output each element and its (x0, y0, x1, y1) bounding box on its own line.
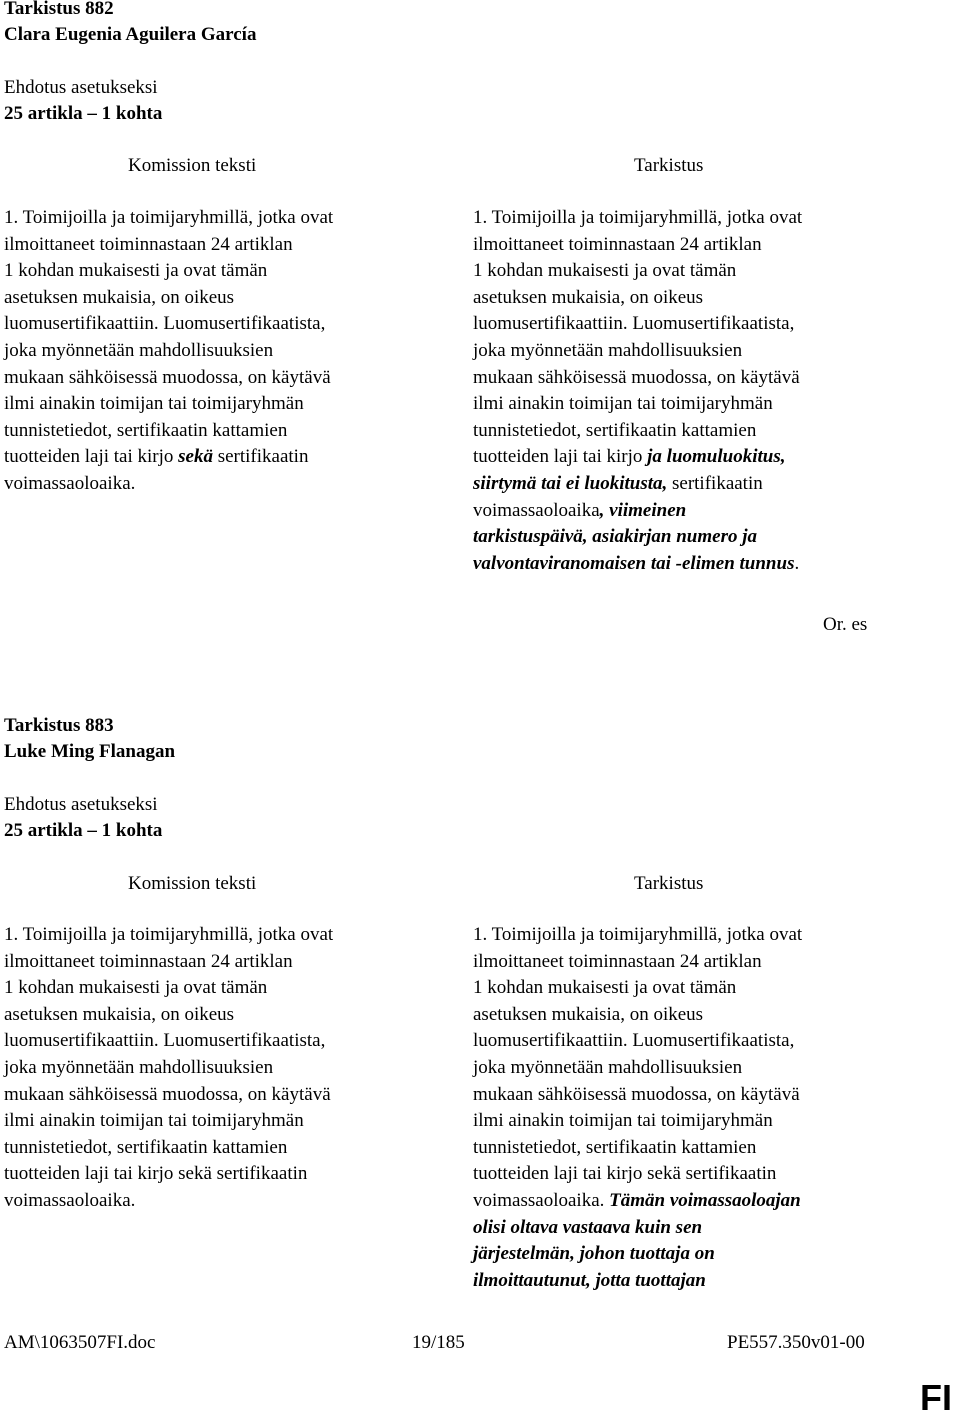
text-segment: 1. Toimijoilla ja toimijaryhmillä, jotka ovat ilmoittaneet toiminnastaan 24 artiklan 1 kohdan mukaisesti ja ovat tämän asetuksen mukaisia, on oikeus luomusertifikaattiin. Luomusertifikaatista, joka myönnetään mahdollisuuksien mukaan sähköisessä muodossa, on käytävä ilmi ainakin toimijan tai toimijaryhmän tunnistetiedot, sertifikaatin kattamien tuotteiden laji tai kirjo sekä sertifikaatin voimassaoloaika. (473, 924, 803, 1211)
text-segment: 1. Toimijoilla ja toimijaryhmillä, jotka ovat ilmoittaneet toiminnastaan 24 artiklan 1 kohdan mukaisesti ja ovat tämän asetuksen mukaisia, on oikeus luomusertifikaattiin. Luomusertifikaatista, joka myönnetään mahdollisuuksien mukaan sähköisessä muodossa, on käytävä ilmi ainakin toimijan tai toimijaryhmän tunnistetiedot, sertifikaatin kattamien tuotteiden laji tai kirjo sekä sertifikaatin voimassaoloaika. (4, 924, 334, 1211)
amendment-text (473, 922, 893, 1294)
footer-pe-ref: PE557.350v01-00 (727, 1332, 865, 1353)
amendment-number: Tarkistus 883 (4, 715, 114, 736)
original-language: Or. es (823, 614, 868, 635)
text-segment: sertifikaatin voimassaoloaika. (4, 446, 309, 494)
article-ref: 25 artikla – 1 kohta (4, 820, 163, 841)
amendment-author: Luke Ming Flanagan (4, 741, 176, 762)
text-emphasis: Tämän voimassaoloajan olisi oltava vastaava kuin sen järjestelmän, johon tuottaja on ilmoittautunut, jotta tuottajan (473, 1189, 801, 1291)
article-ref: 25 artikla – 1 kohta (4, 103, 163, 124)
text-segment: 1. Toimijoilla ja toimijaryhmillä, jotka ovat ilmoittaneet toiminnastaan 24 artiklan 1 kohdan mukaisesti ja ovat tämän asetuksen mukaisia, on oikeus luomusertifikaattiin. Luomusertifikaatista, joka myönnetään mahdollisuuksien mukaan sähköisessä muodossa, on käytävä ilmi ainakin toimijan tai toimijaryhmän tunnistetiedot, sertifikaatin kattamien tuotteiden laji tai kirjo (473, 207, 803, 468)
column-header-commission: Komission teksti (128, 873, 257, 894)
column-header-amendment: Tarkistus (634, 155, 704, 176)
column-header-commission: Komission teksti (128, 155, 257, 176)
proposal-title: Ehdotus asetukseksi (4, 794, 158, 815)
text-emphasis: , viimeinen tarkistuspäivä, asiakirjan numero ja valvontaviranomaisen tai -elimen tunnus (473, 499, 795, 574)
amendment-number: Tarkistus 882 (4, 0, 114, 19)
footer-doc-ref: AM\1063507FI.doc (4, 1332, 156, 1353)
commission-text (4, 205, 424, 498)
amendment-883-header (4, 713, 175, 765)
amendment-882-header (4, 0, 256, 48)
proposal-title: Ehdotus asetukseksi (4, 77, 158, 98)
text-emphasis: sekä (178, 446, 213, 468)
amendment-883-subject (4, 792, 162, 844)
amendment-882-subject (4, 75, 162, 127)
text-emphasis: ja luomuluokitus, siirtymä tai ei luokitusta, (473, 446, 786, 494)
language-code: FI (920, 1377, 952, 1418)
text-segment: . (794, 552, 800, 574)
column-header-amendment: Tarkistus (634, 873, 704, 894)
text-segment: 1. Toimijoilla ja toimijaryhmillä, jotka ovat ilmoittaneet toiminnastaan 24 artiklan 1 kohdan mukaisesti ja ovat tämän asetuksen mukaisia, on oikeus luomusertifikaattiin. Luomusertifikaatista, joka myönnetään mahdollisuuksien mukaan sähköisessä muodossa, on käytävä ilmi ainakin toimijan tai toimijaryhmän tunnistetiedot, sertifikaatin kattamien tuotteiden laji tai kirjo (4, 207, 334, 468)
amendment-text (473, 205, 893, 577)
text-segment: sertifikaatin voimassaoloaika (473, 472, 763, 521)
footer-page-number: 19/185 (412, 1332, 465, 1353)
commission-text (4, 922, 424, 1215)
amendment-author: Clara Eugenia Aguilera García (4, 24, 257, 45)
